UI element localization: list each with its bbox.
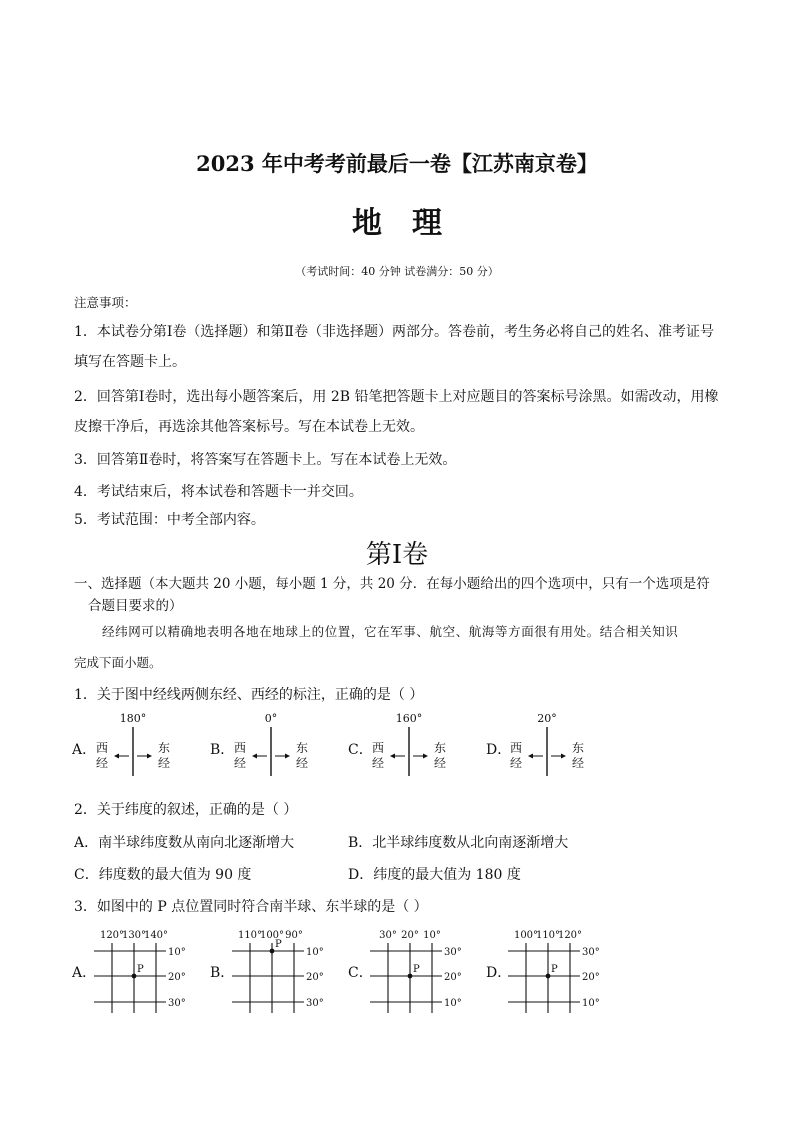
east-arrow-head (423, 754, 428, 759)
note-3: 3．回答第Ⅱ卷时，将答案写在答题卡上。写在本试卷上无效。 (74, 452, 457, 468)
option-letter: A． (72, 965, 97, 981)
q2-option-c: C．纬度数的最大值为 90 度 (74, 867, 252, 883)
option-letter: C． (348, 742, 373, 758)
longitude-label: 90° (285, 930, 303, 941)
longitude-label: 20° (401, 930, 419, 941)
point-p (132, 974, 137, 979)
subject-title: 地理 (352, 206, 472, 241)
east-label-2: 经 (158, 756, 171, 770)
exam-meta: （考试时间：40 分钟 试卷满分：50 分） (295, 265, 499, 278)
q3-stem: 3．如图中的 P 点位置同时符合南半球、东半球的是（ ） (74, 899, 428, 915)
meridian-diagram (486, 708, 616, 778)
section-title: 第Ⅰ卷 (365, 540, 429, 570)
q2-option-a: A．南半球纬度数从南向北逐渐增大 (74, 835, 295, 851)
option-letter: B． (210, 965, 235, 981)
west-arrow-head (114, 754, 119, 759)
intro-b: 完成下面小题。 (74, 655, 162, 670)
longitude-label: 30° (379, 930, 397, 941)
latitude-label: 20° (168, 972, 186, 983)
intro-a: 经纬网可以精确地表明各地在地球上的位置，它在军事、航空、航海等方面很有用处。结合相关知识 (102, 624, 679, 639)
meridian-diagram (348, 708, 478, 778)
note-5: 5．考试范围：中考全部内容。 (74, 512, 265, 528)
latitude-label: 10° (582, 998, 600, 1009)
meridian-label: 160° (395, 712, 423, 725)
note-2a: 2．回答第Ⅰ卷时，选出每小题答案后，用 2B 铅笔把答题卡上对应题目的答案标号涂黑。如需改动，用橡 (74, 389, 719, 405)
point-p-label: P (551, 964, 558, 975)
option-letter: A． (72, 742, 97, 758)
west-arrow-head (252, 754, 257, 759)
q3-option-b (210, 925, 350, 1021)
note-1a: 1．本试卷分第Ⅰ卷（选择题）和第Ⅱ卷（非选择题）两部分。答卷前，考生务必将自己的姓名、准考证号 (74, 324, 714, 340)
west-label: 西 (510, 741, 523, 755)
latitude-label: 30° (444, 947, 462, 958)
latitude-label: 20° (582, 972, 600, 983)
point-p (408, 974, 413, 979)
point-p-label: P (137, 964, 144, 975)
east-arrow-head (285, 754, 290, 759)
notes-heading: 注意事项： (74, 295, 137, 310)
point-p (270, 949, 275, 954)
note-2b: 皮擦干净后，再选涂其他答案标号。写在本试卷上无效。 (74, 419, 424, 435)
exam-title: 2023 年中考考前最后一卷【江苏南京卷】 (196, 151, 598, 176)
option-letter: D． (486, 965, 512, 981)
longitude-label: 100° (513, 930, 539, 941)
east-label: 东 (158, 741, 171, 755)
meridian-label: 180° (119, 712, 147, 725)
graticule-diagram (348, 925, 488, 1017)
east-label: 东 (296, 741, 309, 755)
meridian-diagram (210, 708, 340, 778)
latitude-label: 10° (444, 998, 462, 1009)
q3-option-d (486, 925, 626, 1021)
longitude-label: 130° (121, 930, 147, 941)
q2-option-b: B．北半球纬度数从北向南逐渐增大 (348, 835, 569, 851)
point-p-label: P (275, 939, 282, 950)
east-label: 东 (434, 741, 447, 755)
point-p (546, 974, 551, 979)
meridian-label: 20° (537, 712, 557, 725)
west-label-2: 经 (510, 756, 523, 770)
graticule-diagram (486, 925, 626, 1017)
latitude-label: 10° (168, 947, 186, 958)
q2-stem: 2．关于纬度的叙述，正确的是（ ） (74, 802, 298, 818)
option-letter: D． (486, 742, 512, 758)
west-label-2: 经 (96, 756, 109, 770)
question-header-b: 合题目要求的） (88, 598, 183, 614)
q1-option-c (348, 708, 478, 782)
east-label-2: 经 (434, 756, 447, 770)
east-label-2: 经 (296, 756, 309, 770)
meridian-label: 0° (264, 712, 278, 725)
east-arrow-head (561, 754, 566, 759)
west-label: 西 (234, 741, 247, 755)
west-label: 西 (96, 741, 109, 755)
longitude-label: 120° (99, 930, 125, 941)
q2-option-d: D．纬度的最大值为 180 度 (348, 867, 521, 883)
latitude-label: 30° (582, 947, 600, 958)
west-arrow-head (390, 754, 395, 759)
q3-option-a (72, 925, 212, 1021)
longitude-label: 110° (535, 930, 561, 941)
graticule-diagram (210, 925, 350, 1017)
west-label: 西 (372, 741, 385, 755)
question-header-a: 一、选择题（本大题共 20 小题，每小题 1 分，共 20 分．在每小题给出的四个选项中，只有一个选项是符 (74, 576, 710, 592)
longitude-label: 110° (237, 930, 263, 941)
latitude-label: 30° (168, 998, 186, 1009)
latitude-label: 20° (306, 972, 324, 983)
latitude-label: 20° (444, 972, 462, 983)
latitude-label: 10° (306, 947, 324, 958)
graticule-diagram (72, 925, 212, 1017)
longitude-label: 120° (557, 930, 583, 941)
meridian-diagram (72, 708, 202, 778)
q1-option-b (210, 708, 340, 782)
east-arrow-head (147, 754, 152, 759)
longitude-label: 140° (143, 930, 169, 941)
longitude-label: 100° (259, 930, 285, 941)
q1-stem: 1．关于图中经线两侧东经、西经的标注，正确的是（ ） (74, 687, 424, 703)
q1-option-a (72, 708, 202, 782)
option-letter: C． (348, 965, 373, 981)
west-label-2: 经 (372, 756, 385, 770)
note-4: 4．考试结束后，将本试卷和答题卡一并交回。 (74, 484, 363, 500)
west-label-2: 经 (234, 756, 247, 770)
west-arrow-head (528, 754, 533, 759)
q1-option-d (486, 708, 616, 782)
option-letter: B． (210, 742, 235, 758)
q3-option-c (348, 925, 488, 1021)
east-label: 东 (572, 741, 585, 755)
latitude-label: 30° (306, 998, 324, 1009)
point-p-label: P (413, 964, 420, 975)
note-1b: 填写在答题卡上。 (74, 354, 186, 370)
longitude-label: 10° (423, 930, 441, 941)
east-label-2: 经 (572, 756, 585, 770)
